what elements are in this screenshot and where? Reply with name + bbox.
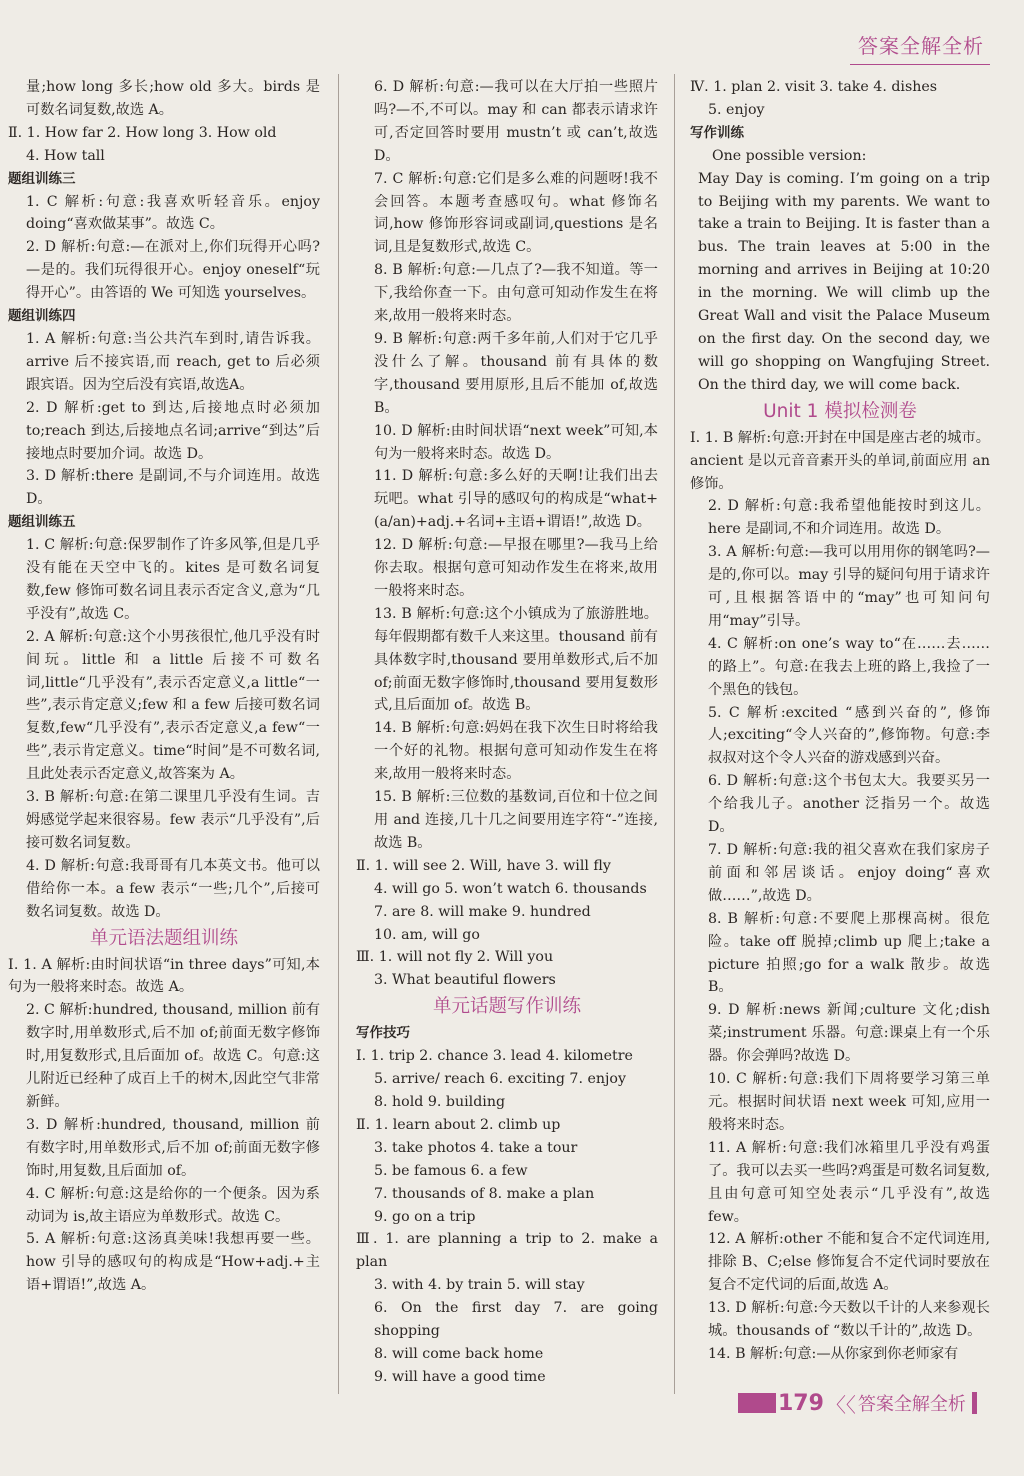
answer-paragraph: 5. arrive/ reach 6. exciting 7. enjoy [374,1071,626,1088]
answer-paragraph: Ⅲ. 1. will not fly 2. Will you [356,949,554,966]
answer-paragraph: 3. B 解析:句意:在第二课里几乎没有生词。吉姆感觉学起来很容易。few 表示“几乎没有”,后接可数名词复数。 [26,789,320,851]
answer-paragraph: Ⅱ. 1. How far 2. How long 3. How old [8,124,277,141]
answer-paragraph: One possible version: [712,147,867,164]
answer-paragraph: 3. D 解析:there 是副词,不与介词连用。故选 D。 [26,468,320,508]
answer-paragraph: 3. What beautiful flowers [374,972,556,989]
subsection-heading: 题组训练四 [8,308,76,325]
footer-bar [738,1393,776,1413]
answer-paragraph: 13. B 解析:句意:这个小镇成为了旅游胜地。每年假期都有数千人来这里。thousand 前有具体数字时,thousand 要用单数形式,后不加 of;前面无数字修饰时,thousand 要用复数形式,且后面加 of。故选 B。 [374,605,658,714]
page-number: 179 [778,1390,824,1416]
answer-paragraph: Ⅰ. 1. B 解析:句意:开封在中国是座古老的城市。ancient 是以元音音素开头的单词,前面应用 an 修饰。 [690,429,990,492]
column-3 [690,76,990,1390]
subsection-heading: 写作训练 [690,124,744,141]
footer-end-bar [972,1392,977,1414]
answer-paragraph: 4. will go 5. won’t watch 6. thousands [374,880,647,897]
answer-paragraph: 2. D 解析:句意:我希望他能按时到这儿。here 是副词,不和介词连用。故选 D。 [708,498,990,538]
header-underline [850,64,990,65]
answer-paragraph: Ⅲ. 1. are planning a trip to 2. make a plan [356,1231,658,1271]
answer-paragraph: 3. take photos 4. take a tour [374,1139,578,1156]
answer-paragraph: 10. C 解析:句意:我们下周将要学习第三单元。根据时间状语 next week 可知,应用一般将来时态。 [708,1071,990,1133]
footer-chevrons: 〈〈 [825,1392,856,1417]
section-heading: 单元语法题组训练 [89,927,238,949]
column-2 [356,76,658,1390]
answer-paragraph: 12. A 解析:other 不能和复合不定代词连用,排除 B、C;else 修饰复合不定代词时要放在复合不定代词的后面,故选 A。 [708,1231,990,1294]
answer-paragraph: 3. with 4. by train 5. will stay [374,1277,585,1294]
essay-text: May Day is coming. I’m going on a trip to Beijing with my parents. We want to take a train to Beijing. It is faster than a bus. The train leaves at 5:00 in the morning and arrives in Beijing at 10:20 in the morning. We will climb up the Great Wall and visit the Palace Museum on the first day. On the second day, we will go shopping on Wangfujing Street. On the third day, we will come back. [698,170,990,393]
answer-paragraph: 5. enjoy [708,101,765,118]
answer-paragraph: 7. D 解析:句意:我的祖父喜欢在我们家房子前面和邻居谈话。enjoy doing“喜欢做……”,故选 D。 [708,842,990,904]
answer-paragraph: 7. are 8. will make 9. hundred [374,903,591,920]
answer-paragraph: 2. C 解析:hundred, thousand, million 前有数字时,用单数形式,后不加 of;前面无数字修饰时,用复数形式,且后面加 of。故选 C。句意:这儿附近已经种了成百上千的树木,因此空气非常新鲜。 [26,1002,320,1110]
header-tag: 答案全解全析 [858,34,984,58]
answer-paragraph: 10. am, will go [374,926,480,943]
answer-paragraph: 4. C 解析:句意:这是给你的一个便条。因为系动词为 is,故主语应为单数形式。故选 C。 [26,1185,320,1225]
answer-paragraph: 7. thousands of 8. make a plan [374,1185,595,1202]
answer-paragraph: 3. D 解析:hundred, thousand, million 前有数字时,用单数形式,后不加 of;前面无数字修饰时,用复数,且后面加 of。 [26,1116,320,1179]
answer-paragraph: 4. D 解析:句意:我哥哥有几本英文书。他可以借给你一本。a few 表示“一些;几个”,后接可数名词复数。故选 D。 [26,857,320,920]
answer-paragraph: Ⅰ. 1. trip 2. chance 3. lead 4. kilometre [356,1048,633,1065]
answer-paragraph: 13. D 解析:句意:今天数以千计的人来参观长城。thousands of “数以千计的”,故选 D。 [708,1300,990,1340]
answer-paragraph: 9. D 解析:news 新闻;culture 文化;dish 菜;instrument 乐器。句意:课桌上有一个乐器。你会弹吗?故选 D。 [708,1002,990,1065]
answer-paragraph: 6. D 解析:句意:这个书包太大。我要买另一个给我儿子。another 泛指另一个。故选 D。 [708,773,990,836]
subsection-heading: 写作技巧 [356,1025,410,1042]
answer-paragraph: 1. A 解析:句意:当公共汽车到时,请告诉我。arrive 后不接宾语,而 reach, get to 后必须跟宾语。因为空后没有宾语,故选A。 [26,330,320,393]
answer-paragraph: 量;how long 多长;how old 多大。birds 是可数名词复数,故选 A。 [26,79,320,118]
subsection-heading: 题组训练五 [8,514,76,531]
answer-paragraph: 7. C 解析:句意:它们是多么难的问题呀!我不会回答。本题考查感叹句。what 修饰名词,how 修饰形容词或副词,questions 是名词,且是复数形式,故选 C。 [374,170,658,256]
answer-paragraph: 9. B 解析:句意:两千多年前,人们对于它几乎没什么了解。thousand 前有具体的数字,thousand 要用原形,且后不能加 of,故选 B。 [374,330,658,416]
answer-paragraph: 8. B 解析:句意:—几点了?—我不知道。等一下,我给你查一下。由句意可知动作发生在将来,故用一般将来时态。 [374,262,658,325]
answer-paragraph: Ⅰ. 1. A 解析:由时间状语“in three days”可知,本句为一般将来时态。故选 A。 [8,956,320,996]
answer-paragraph: Ⅱ. 1. learn about 2. climb up [356,1116,561,1133]
answer-paragraph: 5. A 解析:句意:这汤真美味!我想再要一些。how 引导的感叹句的构成是“How+adj.+主语+谓语!”,故选 A。 [26,1231,320,1294]
answer-paragraph: 4. C 解析:on one’s way to“在……去……的路上”。句意:在我去上班的路上,我捡了一个黑色的钱包。 [708,635,990,698]
answer-paragraph: 2. A 解析:句意:这个小男孩很忙,他几乎没有时间玩。little 和 a little 后接不可数名词,little“几乎没有”,表示否定意义,a little“一些”,表示肯定意义;few 和 a few 后接可数名词复数,few“几乎没有”,表示否定意义,a few“一些”,表示肯定意义。time“时间”是不可数名词,且此处表示否定意义,故答案为 A。 [26,628,320,783]
answer-paragraph: Ⅱ. 1. will see 2. Will, have 3. will fly [356,857,611,874]
section-heading: 单元话题写作训练 [432,996,581,1018]
answer-paragraph: 4. How tall [26,147,105,164]
answer-paragraph: 8. will come back home [374,1345,544,1362]
answer-paragraph: Ⅳ. 1. plan 2. visit 3. take 4. dishes [690,79,938,95]
answer-paragraph: 8. B 解析:句意:不要爬上那棵高树。很危险。take off 脱掉;climb up 爬上;take a picture 拍照;go for a walk 散步。故选 B。 [708,910,990,996]
answer-paragraph: 6. D 解析:句意:—我可以在大厅拍一些照片吗?—不,不可以。may 和 can 都表示请求许可,否定回答时要用 mustn’t 或 can’t,故选 D。 [374,79,658,164]
subsection-heading: 题组训练三 [8,170,76,187]
column-divider-1 [338,74,339,1394]
column-1 [8,76,320,1390]
answer-paragraph: 1. C 解析:句意:保罗制作了许多风筝,但是几乎没有能在天空中飞的。kites 是可数名词复数,few 修饰可数名词且表示否定含义,意为“几乎没有”,故选 C。 [26,537,320,622]
answer-paragraph: 14. B 解析:句意:妈妈在我下次生日时将给我一个好的礼物。根据句意可知动作发生在将来,故用一般将来时态。 [374,720,658,783]
answer-paragraph: 11. A 解析:句意:我们冰箱里几乎没有鸡蛋了。我可以去买一些吗?鸡蛋是可数名词复数,且由句意可知空处表示“几乎没有”,故选 few。 [708,1139,990,1225]
column-divider-2 [674,74,675,1394]
answer-paragraph: 14. B 解析:句意:—从你家到你老师家有 [708,1345,959,1362]
answer-paragraph: 5. C 解析:excited “感到兴奋的”, 修饰人;exciting“令人兴奋的”,修饰物。句意:李叔叔对这个令人兴奋的游戏感到兴奋。 [708,704,990,767]
unit-title: Unit 1 模拟检测卷 [763,400,917,422]
answer-paragraph: 15. B 解析:三位数的基数词,百位和十位之间用 and 连接,几十几之间要用连字符“-”连接,故选 B。 [374,789,658,851]
answer-paragraph: 12. D 解析:句意:—早报在哪里?—我马上给你去取。根据句意可知动作发生在将来,故用一般将来时态。 [374,537,658,599]
page-footer [738,1386,986,1420]
answer-paragraph: 9. go on a trip [374,1208,476,1225]
footer-label: 答案全解全析 [857,1394,966,1415]
answer-paragraph: 11. D 解析:句意:多么好的天啊!让我们出去玩吧。what 引导的感叹句的构成是“what+(a/an)+adj.+名词+主语+谓语!”,故选 D。 [374,468,658,531]
answer-paragraph: 9. will have a good time [374,1368,546,1385]
answer-paragraph: 2. D 解析:get to 到达,后接地点时必须加 to;reach 到达,后接地点名词;arrive“到达”后接地点时要加介词。故选 D。 [26,399,320,462]
answer-paragraph: 8. hold 9. building [374,1093,506,1110]
answer-paragraph: 6. On the first day 7. are going shopping [374,1300,658,1340]
answer-paragraph: 1. C 解析:句意:我喜欢听轻音乐。enjoy doing“喜欢做某事”。故选 C。 [26,193,320,233]
answer-paragraph: 5. be famous 6. a few [374,1162,528,1179]
answer-paragraph: 2. D 解析:句意:—在派对上,你们玩得开心吗?—是的。我们玩得很开心。enjoy oneself“玩得开心”。由答语的 We 可知选 yourselves。 [26,239,320,302]
answer-paragraph: 10. D 解析:由时间状语“next week”可知,本句为一般将来时态。故选 D。 [374,422,658,462]
answer-paragraph: 3. A 解析:句意:—我可以用用你的钢笔吗?—是的,你可以。may 引导的疑问句用于请求许可,且根据答语中的“may”也可知问句用“may”引导。 [708,544,990,629]
